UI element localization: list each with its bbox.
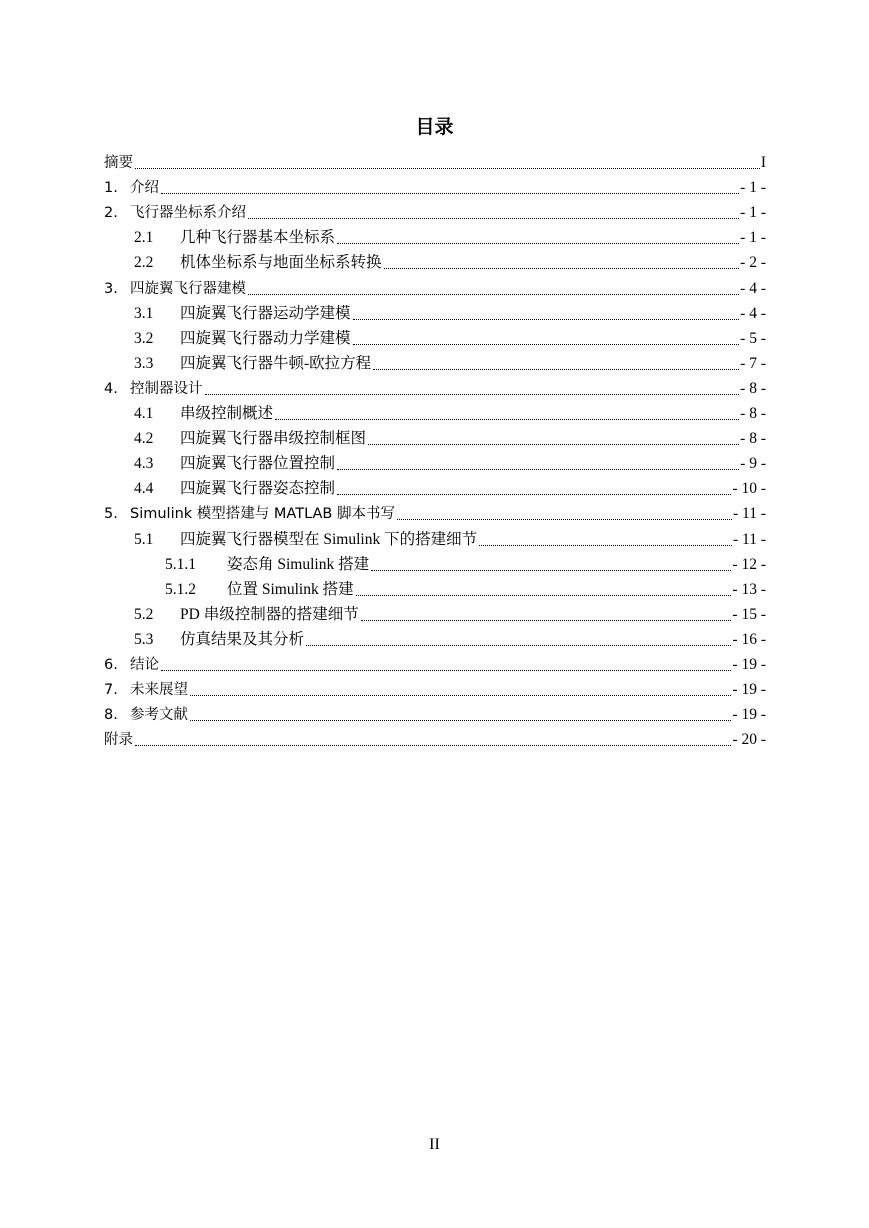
toc-entry-heading xyxy=(104,705,188,725)
toc-entry-heading xyxy=(134,429,366,449)
toc-entry-page: - 1 - xyxy=(740,179,766,197)
toc-entry-title: 四旋翼飞行器运动学建模 xyxy=(180,304,351,322)
toc-entry-title: 附录 xyxy=(104,732,133,749)
toc-entry-page: - 13 - xyxy=(732,580,766,598)
toc-entry[interactable] xyxy=(104,675,766,700)
toc-entry[interactable] xyxy=(104,700,766,725)
toc-entry-title: Simulink 模型搭建与 MATLAB 脚本书写 xyxy=(130,506,395,523)
toc-entry-title: 串级控制概述 xyxy=(180,405,274,423)
toc-dot-leader xyxy=(371,566,731,571)
toc-entry-number: 3. xyxy=(104,280,118,297)
toc-entry-title: 四旋翼飞行器建模 xyxy=(130,280,246,297)
toc-entry[interactable] xyxy=(104,198,766,223)
toc-entry[interactable] xyxy=(104,399,766,424)
toc-entry[interactable] xyxy=(104,449,766,474)
toc-dot-leader xyxy=(161,189,739,194)
toc-entry-page: - 8 - xyxy=(740,430,766,448)
toc-entry-number: 5. xyxy=(104,506,118,523)
toc-entry[interactable] xyxy=(104,173,766,198)
toc-entry-heading xyxy=(134,329,351,349)
toc-dot-leader xyxy=(384,264,740,269)
toc-entry-page: - 19 - xyxy=(732,655,766,673)
toc-entry-heading xyxy=(104,655,159,675)
toc-dot-leader xyxy=(337,239,739,244)
toc-entry-heading xyxy=(104,680,188,700)
toc-entry-number: 5.1.2 xyxy=(165,580,196,598)
toc-entry-page: - 11 - xyxy=(733,505,766,523)
toc-dot-leader xyxy=(190,716,731,721)
toc-entry-title: 控制器设计 xyxy=(130,380,203,397)
toc-entry-page: - 5 - xyxy=(740,329,766,347)
toc-entry-heading xyxy=(104,379,203,399)
toc-entry-page: - 9 - xyxy=(740,455,766,473)
toc-entry-page: - 16 - xyxy=(732,630,766,648)
toc-entry[interactable] xyxy=(104,374,766,399)
toc-dot-leader xyxy=(248,290,739,295)
toc-title: 目录 xyxy=(415,116,454,138)
toc-dot-leader xyxy=(353,315,740,320)
toc-entry[interactable] xyxy=(104,524,766,549)
toc-entry-title: PD 串级控制器的搭建细节 xyxy=(180,605,359,623)
toc-entry[interactable] xyxy=(104,349,766,374)
toc-entry-page: - 12 - xyxy=(732,555,766,573)
toc-entry-heading xyxy=(134,454,335,474)
toc-entry-number: 4. xyxy=(104,380,118,397)
toc-entry-page: - 1 - xyxy=(740,204,766,222)
toc-entry-title: 四旋翼飞行器动力学建模 xyxy=(180,329,351,347)
toc-entry[interactable] xyxy=(104,625,766,650)
toc-dot-leader xyxy=(275,415,739,420)
toc-entry-heading xyxy=(134,354,371,374)
toc-entry-heading xyxy=(134,404,273,424)
toc-entry-title: 位置 Simulink 搭建 xyxy=(227,580,354,598)
toc-entry-number: 4.3 xyxy=(134,455,154,473)
toc-dot-leader xyxy=(190,691,731,696)
toc-entry-number: 5.2 xyxy=(134,605,154,623)
toc-entry-heading xyxy=(134,253,382,273)
toc-entry-number: 2.2 xyxy=(134,254,154,272)
toc-entry-heading xyxy=(134,479,335,499)
toc-entry-number: 4.1 xyxy=(134,405,154,423)
toc-entry-title: 四旋翼飞行器牛顿-欧拉方程 xyxy=(180,354,372,372)
toc-entry-number: 5.3 xyxy=(134,630,154,648)
toc-entry[interactable] xyxy=(104,273,766,298)
toc-entry[interactable] xyxy=(104,575,766,600)
toc-entry[interactable] xyxy=(104,499,766,524)
toc-entry[interactable] xyxy=(104,424,766,449)
toc-entry-page: - 2 - xyxy=(740,254,766,272)
toc-dot-leader xyxy=(306,641,731,646)
toc-entry-number: 5.1.1 xyxy=(165,555,196,573)
toc-entry-number: 3.1 xyxy=(134,304,154,322)
toc-entry-page: - 19 - xyxy=(732,681,766,699)
toc-entry-number: 2.1 xyxy=(134,229,154,247)
toc-entry-number: 7. xyxy=(104,682,118,699)
toc-dot-leader xyxy=(205,390,740,395)
toc-entry-title: 四旋翼飞行器姿态控制 xyxy=(180,480,336,498)
toc-dot-leader xyxy=(337,465,739,470)
toc-entry-title: 未来展望 xyxy=(130,682,188,699)
toc-entry-page: - 4 - xyxy=(740,304,766,322)
toc-entry-title: 介绍 xyxy=(130,180,159,197)
table-of-contents xyxy=(104,148,766,750)
toc-entry[interactable] xyxy=(104,550,766,575)
toc-dot-leader xyxy=(135,164,760,169)
toc-entry-page: - 8 - xyxy=(740,405,766,423)
toc-entry[interactable] xyxy=(104,324,766,349)
toc-entry[interactable] xyxy=(104,299,766,324)
toc-entry-page: - 4 - xyxy=(740,279,766,297)
toc-dot-leader xyxy=(161,666,731,671)
toc-entry-title: 结论 xyxy=(130,656,159,673)
toc-dot-leader xyxy=(356,591,732,596)
toc-entry-title: 仿真结果及其分析 xyxy=(180,630,305,648)
toc-entry-number: 3.2 xyxy=(134,329,154,347)
toc-dot-leader xyxy=(479,541,732,546)
toc-entry-heading xyxy=(104,178,159,198)
toc-entry[interactable] xyxy=(104,148,766,173)
toc-entry-heading xyxy=(104,730,133,750)
toc-entry-title: 几种飞行器基本坐标系 xyxy=(180,229,336,247)
toc-entry-heading xyxy=(134,630,304,650)
toc-dot-leader xyxy=(368,440,739,445)
toc-entry-heading xyxy=(104,153,133,173)
toc-entry-number: 3.3 xyxy=(134,354,154,372)
toc-entry[interactable] xyxy=(104,650,766,675)
toc-entry-page: - 19 - xyxy=(732,706,766,724)
toc-dot-leader xyxy=(248,214,739,219)
toc-entry-heading xyxy=(134,304,351,324)
toc-entry-heading xyxy=(165,580,354,600)
toc-dot-leader xyxy=(397,515,732,520)
toc-dot-leader xyxy=(353,340,740,345)
toc-entry-heading xyxy=(104,203,246,223)
toc-entry-title: 四旋翼飞行器串级控制框图 xyxy=(180,430,367,448)
toc-entry-page: - 11 - xyxy=(733,530,766,548)
toc-dot-leader xyxy=(361,616,732,621)
toc-entry-title: 机体坐标系与地面坐标系转换 xyxy=(180,254,382,272)
toc-entry-heading xyxy=(165,555,369,575)
toc-entry[interactable] xyxy=(104,248,766,273)
toc-entry-page: I xyxy=(760,154,766,172)
toc-entry-title: 四旋翼飞行器模型在 Simulink 下的搭建细节 xyxy=(180,530,478,548)
toc-entry[interactable] xyxy=(104,223,766,248)
toc-entry-heading xyxy=(134,228,335,248)
toc-dot-leader xyxy=(337,490,731,495)
toc-dot-leader xyxy=(135,741,731,746)
toc-entry-title: 飞行器坐标系介绍 xyxy=(130,205,246,222)
toc-entry-heading xyxy=(104,504,395,524)
toc-entry-number: 4.4 xyxy=(134,480,154,498)
toc-entry-page: - 8 - xyxy=(740,379,766,397)
toc-entry-number: 1. xyxy=(104,180,118,197)
toc-entry-title: 姿态角 Simulink 搭建 xyxy=(227,555,370,573)
toc-entry[interactable] xyxy=(104,600,766,625)
toc-entry-heading xyxy=(134,605,359,625)
toc-entry-title: 四旋翼飞行器位置控制 xyxy=(180,455,336,473)
toc-entry-title: 摘要 xyxy=(104,155,133,172)
toc-entry-title: 参考文献 xyxy=(130,707,188,724)
toc-entry[interactable] xyxy=(104,725,766,750)
page-number: II xyxy=(429,1136,440,1153)
toc-entry-page: - 15 - xyxy=(732,605,766,623)
toc-entry-page: - 1 - xyxy=(740,229,766,247)
toc-entry-number: 5.1 xyxy=(134,530,154,548)
toc-entry-number: 2. xyxy=(104,205,118,222)
toc-entry-number: 4.2 xyxy=(134,430,154,448)
toc-entry-page: - 10 - xyxy=(732,480,766,498)
toc-entry-heading xyxy=(134,530,477,550)
toc-entry-page: - 20 - xyxy=(732,731,766,749)
toc-dot-leader xyxy=(373,365,739,370)
toc-entry-page: - 7 - xyxy=(740,354,766,372)
toc-entry-heading xyxy=(104,279,246,299)
toc-entry-number: 6. xyxy=(104,656,118,673)
toc-entry-number: 8. xyxy=(104,707,118,724)
toc-entry[interactable] xyxy=(104,474,766,499)
